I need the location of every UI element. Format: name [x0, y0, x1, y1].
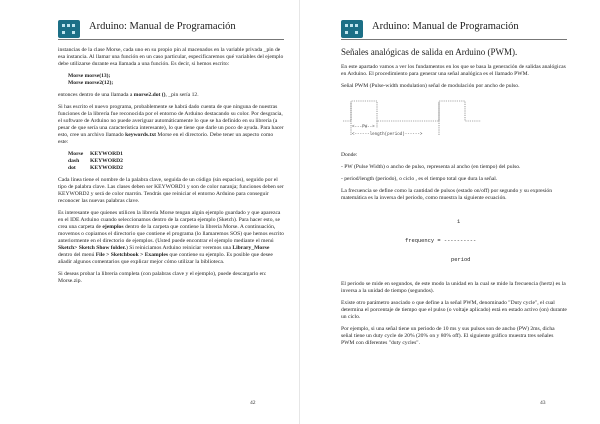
page-number: 43: [540, 400, 546, 406]
paragraph: El periodo se mide en segundos, de este modo la unidad en la cual se mide la frecuencia (hertz) es la inversa a la unidad de tiempo (segundos).: [341, 281, 566, 295]
keyword-row: Morse KEYWORD1: [68, 151, 123, 157]
arduino-board-icon: [341, 20, 363, 38]
paragraph: En este apartado vamos a ver los fundamentos en los que se basa la generación de salidas analógicas en Arduino. El procedimiento para generar una señal analógica es el llamado PWM.: [341, 64, 566, 77]
paragraph: Si has escrito el nuevo programa, probablemente se habrá dado cuenta de que ninguna de nuestras funciones de la librería fue reconocida por el entorno de Arduino destacando su color. Por desgracia, el software de Arduino no puede averiguar automáticamente lo que se ha definido en su librería (a pesar de que sería una característica interesante), lo que tiene que darle un poco de ayuda. Para hacer esto, cree un archivo llamado keywords.txt Morse en el directorio. Debe tener un aspecto como este:: [58, 104, 284, 145]
arduino-board-icon: [58, 20, 80, 38]
pwm-signal-line: [343, 101, 481, 121]
bullet-pw: - PW (Pulse Width) o ancho de pulso, representa al ancho (en tiempo) del pulso.: [341, 164, 521, 170]
pwm-waveform-diagram: [341, 95, 501, 143]
paragraph: Por ejemplo, si una señal tiene un periodo de 10 ms y sus pulsos son de ancho (PW) 2ms, dicha señal tiene un duty cycle de 20% (20% on y 80% off). El siguiente gráfico muestra tres señales PWM con diferentes "duty cycles".: [341, 326, 555, 347]
bullet-period: - period/length (periodo), o ciclo , es el tiempo total que dura la señal.: [341, 176, 498, 182]
page-number: 42: [250, 400, 256, 406]
left-page-header: [58, 20, 284, 40]
header-rule: [58, 39, 284, 40]
pwm-period-markers: [351, 103, 439, 135]
paragraph: Cada línea tiene el nombre de la palabra clave, seguida de un código (sin espacios), seguido por el tipo de palabra clave. Las clases deben ser KEYWORD1 y son de color naranja; funciones deben ser KEYWORD2 y será de color marrón. Tendrás que reiniciar el entorno Arduino para conseguir reconocer las nuevas palabras clave.: [58, 177, 284, 204]
code-block: [68, 73, 284, 87]
paragraph: Existe otro parámetro asociado o que define a la señal PWM, denominado "Duty cycle", el cual determina el porcentaje de tiempo que el pulso (o voltaje aplicado) está en estado activo (on) durante un ciclo.: [341, 300, 567, 321]
header-title: Arduino: Manual de Programación: [89, 21, 236, 32]
right-page-header: [341, 20, 567, 40]
header-rule: [341, 39, 567, 40]
donde-label: Donde:: [341, 152, 358, 158]
header-title: Arduino: Manual de Programación: [372, 21, 519, 32]
paragraph: Señal PWM (Pulse-width modulation) señal de modulación por ancho de pulso.: [341, 83, 520, 89]
code-line: Morse morse2(12);: [68, 80, 114, 86]
keywords-block: [68, 151, 284, 172]
paragraph: Es interesante que quienes utilicen la librería Morse tengan algún ejemplo guardado y que aparezca en el IDE Arduino cuando seleccionamos dentro de la carpeta ejemplo (Sketch). Para hacer esto, se crea una carpeta de ejemplos dentro de la carpeta que contiene la librería Morse. A continuación, movemos o copiamos el directorio que contiene el programa (lo llamaremos SOS) que hemos escrito anteriormente en el directorio de ejemplos. (Usted puede encontrar el ejemplo mediante el menú Sketch> Sketch Show folder.) Si reiniciamos Arduino reiniciar veremos una Library_Morse dentro del menú File > Sketchbook > Examples que contiene su ejemplo. Es posible que desee añadir algunos comentarios que explicar mejor cómo utilizar la biblioteca.: [58, 210, 284, 265]
keyword-row: dash KEYWORD2: [68, 158, 123, 164]
paragraph: Si deseas probar la librería completa (con palabras clave y el ejemplo), puede descargarlo en: Morse.zip.: [58, 271, 267, 284]
right-page: [300, 0, 600, 424]
section-heading: Señales analógicas de salida en Arduino (PWM).: [341, 47, 518, 57]
formula-line: frequency = ----------: [405, 238, 477, 245]
formula-numerator: 1: [457, 219, 461, 226]
left-page-body: [58, 47, 284, 290]
formula-denominator: period: [451, 256, 471, 263]
period-label: <------length(period)------>: [352, 133, 423, 137]
paragraph: La frecuencia se define como la cantidad de pulsos (estado on/off) por segundo y su expresión matemática es la inversa del periodo, como muestra la siguiente ecuación.: [341, 188, 552, 201]
keyword-row: dot KEYWORD2: [68, 165, 123, 171]
paragraph: instancias de la clase Morse, cada uno en su propio pin al macenados en la variable privada _pin de esa instancia. Al llamar una función en un caso particular, especificaremos qué variables del ejemplo debe utilizarse durante esa llamada a una función. Es decir, si hemos escrito:: [58, 47, 284, 67]
code-line: Morse morse(13);: [68, 73, 111, 79]
paragraph: entonces dentro de una llamada a morse2.dot (), _pin sería 12.: [58, 92, 199, 98]
frequency-formula: [405, 207, 567, 275]
right-page-body: [341, 47, 567, 352]
pw-label: <---PW-->: [352, 125, 375, 130]
